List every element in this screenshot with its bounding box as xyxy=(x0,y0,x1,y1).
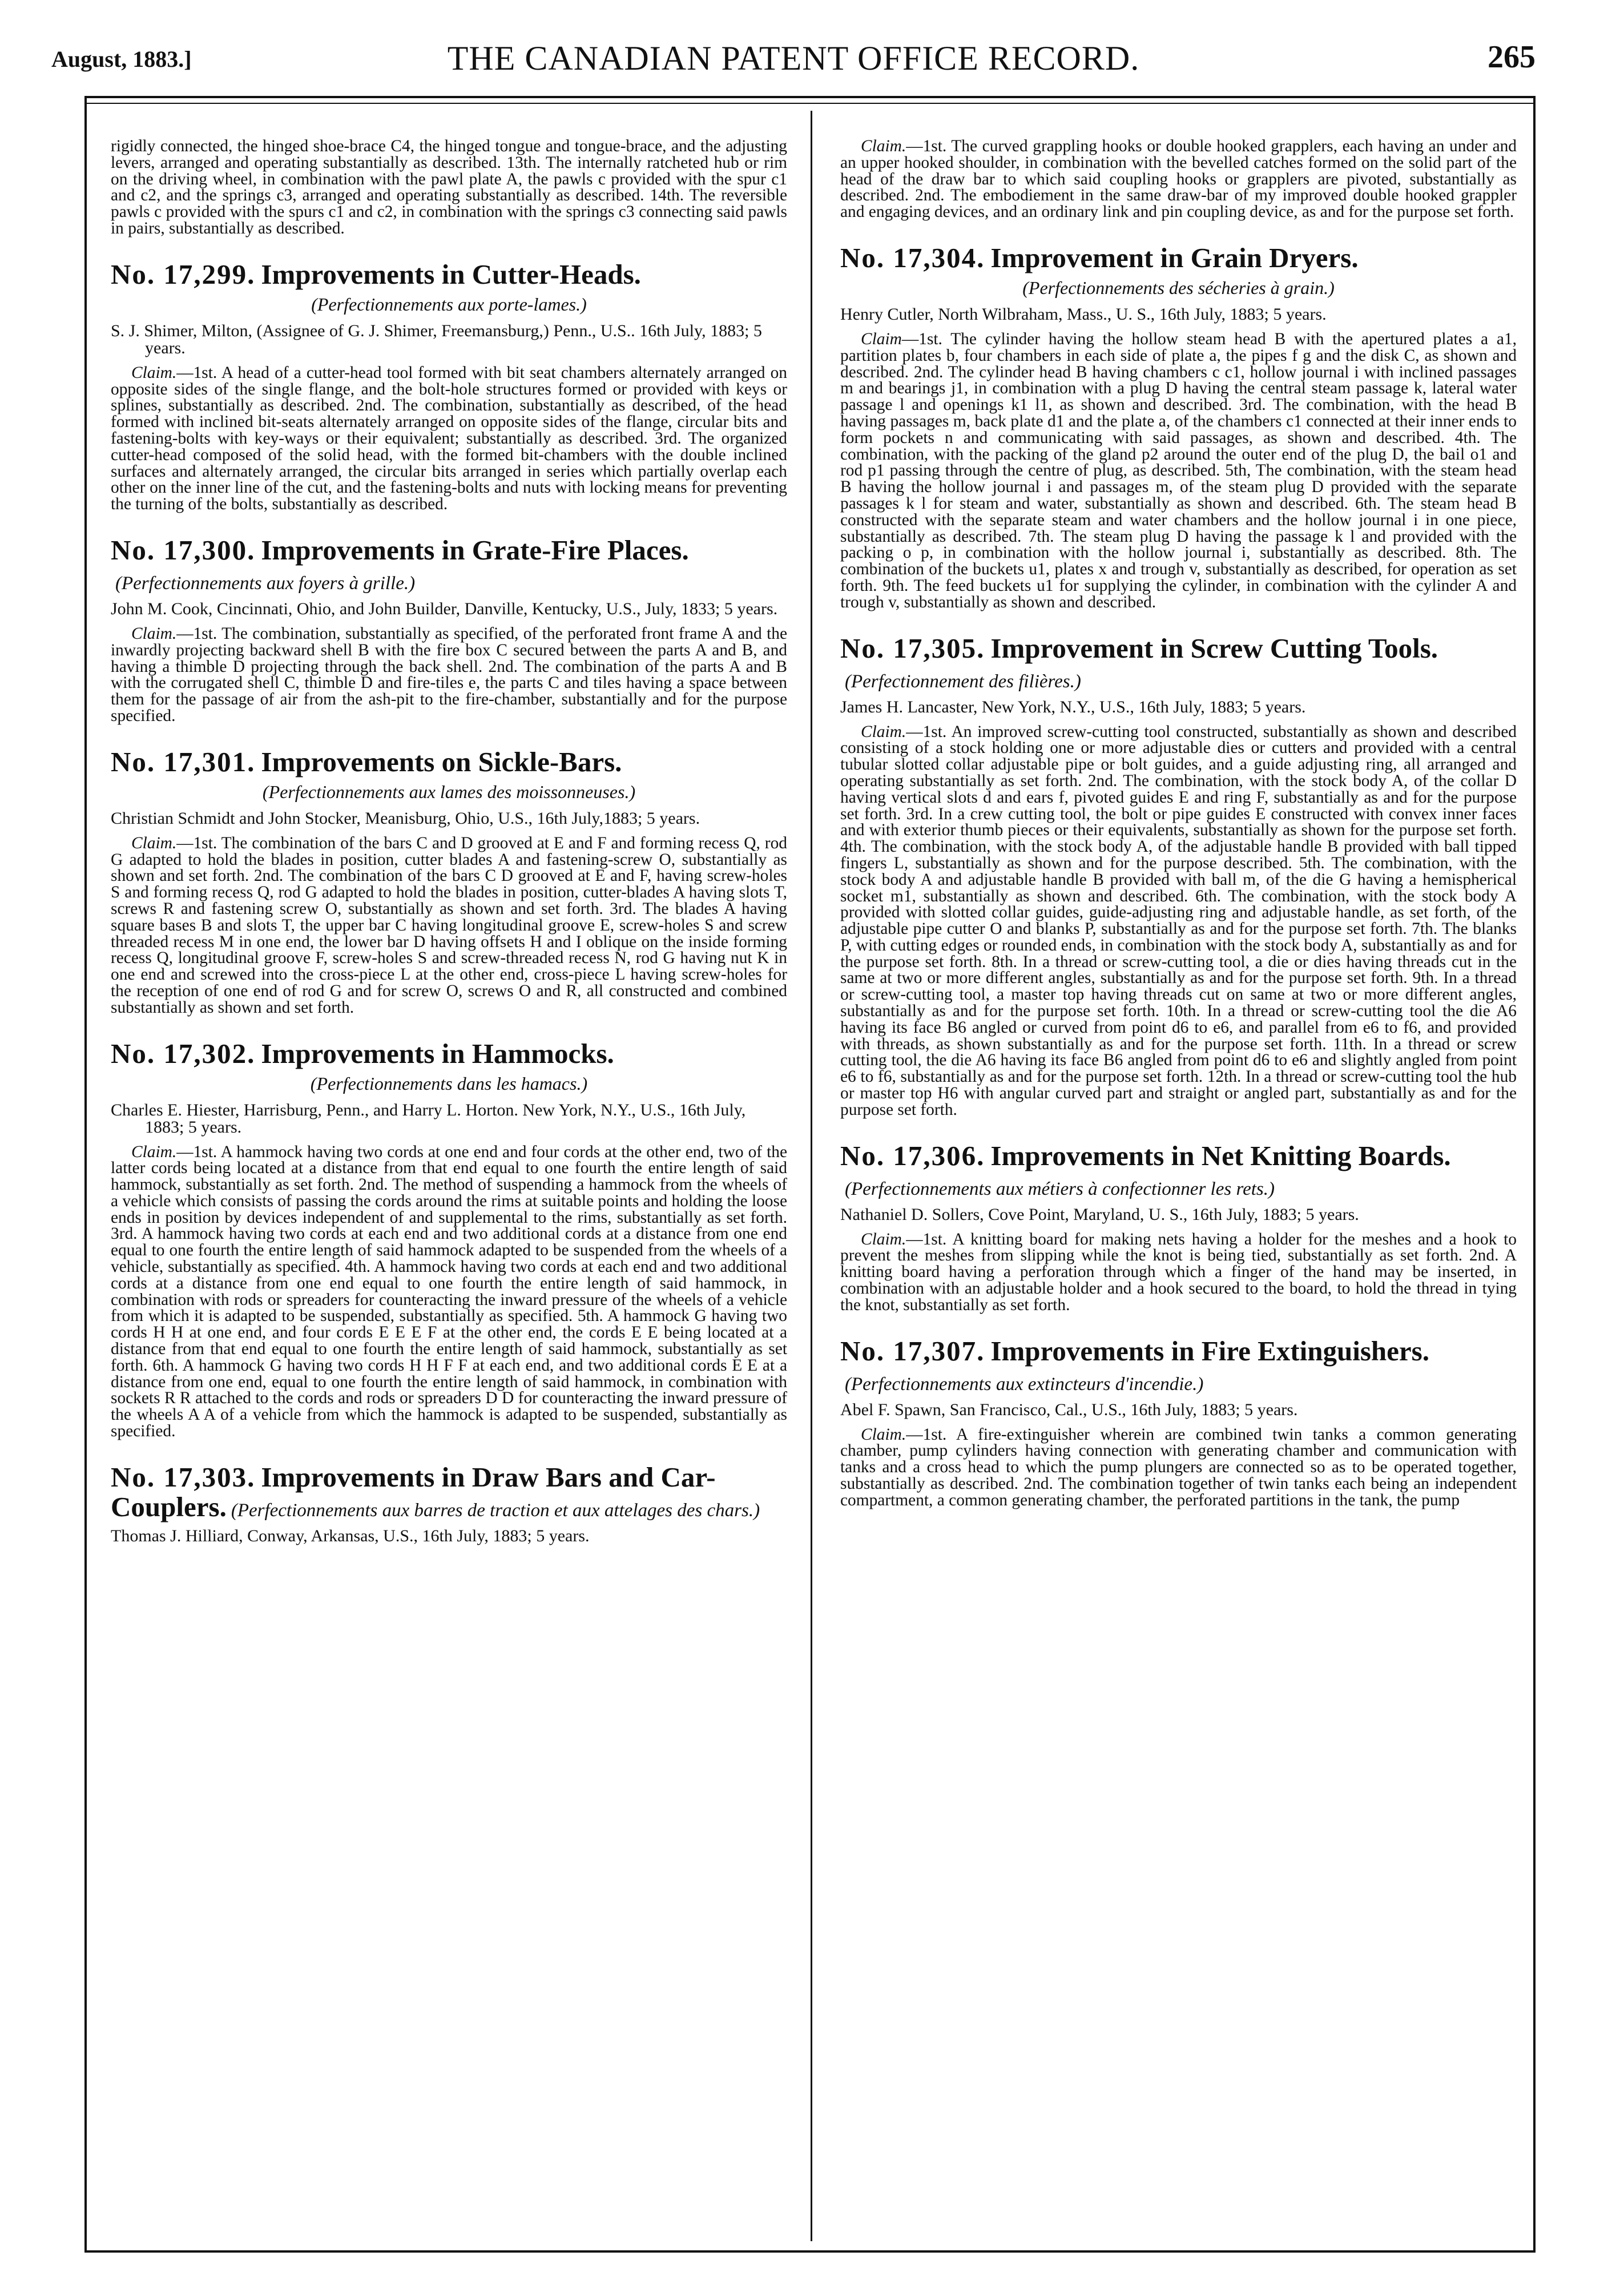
patentee: Charles E. Hiester, Harrisburg, Penn., and Harry L. Horton. New York, N.Y., U.S., 16th July, 1883; 5 years. xyxy=(111,1100,746,1137)
patent-title: Improvement in Grain Dryers. xyxy=(990,241,1359,273)
patent-number: No. 17,301. xyxy=(111,746,256,778)
patent-heading xyxy=(840,1141,1517,1204)
column-rule xyxy=(811,111,812,2241)
patent-title: Improvements in Hammocks. xyxy=(261,1037,614,1069)
claim-body: —1st. A hammock having two cords at one end and four cords at the other end, two of the latter cords being located at a distance from that end equal to one fourth the entire length of said hammock, substantially as set forth. 2nd. The method of suspending a hammock from the wheels of a vehicle which consists of passing the cords around the rims at suitable points and holding the loose ends in position by devices independent of and supplemental to the rims, substantially as set forth. 3rd. A hammock having two cords at each end and two additional cords at a distance from one end equal to one fourth the entire length of said hammock adapted to be suspended from the wheels of a vehicle, substantially as specified. 4th. A hammock having two cords at each end and two additional cords at a distance from one end equal to one fourth the entire length of said hammock, in combination with rods or spreaders for counteracting the inward pressure of the wheels of a vehicle from which it is adapted to be suspended, substantially as specified. 5th. A hammock G having two cords H H at one end, and four cords E E E F at the other end, the cords E E being located at a distance from that end equal to one fourth the entire length of said hammock, substantially as set forth. 6th. A hammock G having two cords H H F F at each end, and two additional cords E E at a distance from one end, equal to one fourth the entire length of said hammock, in combination with sockets R R attached to the cords and rods or spreaders D D for counteracting the inward pressure of the wheels A A of a vehicle from which the hammock is adapted to be suspended, substantially as specified. xyxy=(111,1142,787,1441)
patent-number: No. 17,306. xyxy=(840,1139,985,1171)
patent-entry-17304 xyxy=(840,243,1517,611)
claim-body: —1st. A knitting board for making nets having a holder for the meshes and a hook to prevent the meshes from slipping while the knot is being tied, substantially as set forth. 2nd. A knitting board having a perforation through which a finger of the hand may be inserted, in combination with an adjustable holder and a hook secured to the board, to hold the thread in tying the knot, substantially as set forth. xyxy=(840,1230,1517,1314)
patent-heading xyxy=(840,243,1517,273)
left-column xyxy=(111,138,787,2239)
continued-claim xyxy=(840,138,1517,220)
patent-title: Improvements in Cutter-Heads. xyxy=(261,258,641,290)
claim-body: —1st. The curved grappling hooks or double hooked grapplers, each having an under and an upper hooked shoulder, in combination with the bevelled catches formed on the solid part of the head of the draw bar to which said coupling hooks or grapplers are pivoted, substantially as described. 2nd. The embodiement in the same draw-bar of my improved double hooked grappler and engaging devices, and an ordinary link and pin coupling device, as and for the purpose set forth. xyxy=(840,138,1517,221)
claim-body: —1st. An improved screw-cutting tool constructed, substantially as shown and described consisting of a stock holding one or more adjustable dies or cutters and provided with a central tubular slotted collar adjustable pipe or bolt guides, and a guide adjusting ring, all arranged and operating substantially as set forth. 2nd. The combination, with the stock body A, of the collar D having vertical slots d and ears f, pivoted guides E and ring F, substantially as and for the purpose set forth. 3rd. In a crew cutting tool, the bolt or pipe guides E constructed with convex inner faces and with exterior thumb pieces or their equivalents, substantially as shown for the purpose set forth. 4th. The combination, with the stock body A, of the adjustable handle B provided with ball tipped fingers L, substantially as shown and for the purpose described. 5th. The combination, with the stock body A and adjustable handle B provided with ball m, of the die G having a hemispherical socket m1, substantially as shown and described. 6th. The combination, with the stock body A provided with slotted collar guides, guide-adjusting ring and adjustable handle, as set forth, of the adjustable pipe cutter O and blanks P, substantially as and for the purpose set forth. 7th. The blanks P, with cutting edges or rounded ends, in combination with the stock body A, substantially as and for the purpose set forth. 8th. In a thread or screw-cutting tool, a die or dies having threads cut in the same at two or more different angles, substantially as and for the purpose set forth. 9th. In a thread or screw-cutting tool, a master top having threads cut on same at two or more different angles, substantially as and for the purpose set forth. 10th. In a thread or screw-cutting tool the die A6 having its face B6 angled or curved from point d6 to e6, and parallel from e6 to f6, and provided with threads, as shown substantially as and for the purpose set forth. 11th. In a thread or screw cutting tool, the die A6 having its face B6 angled from point d6 to e6 and slightly angled from point e6 to f6, substantially as and for the purpose set forth. 12th. In a thread or screw-cutting tool the hub or master top H6 with angular curved part and straight or angled part, substantially as and for the purpose set forth. xyxy=(840,722,1517,1119)
claim-body: —1st. The combination of the bars C and D grooved at E and F and forming recess Q, rod G adapted to hold the blades in position, cutter blades A and fastening-screw O, substantially as shown and set forth. 2nd. The combination of the bars C D grooved at E and F, having screw-holes S and forming recess Q, rod G adapted to hold the blades in position, cutter-blades A having slots T, screws R and fastening screw O, substantially as shown and set forth. 3rd. The blades A having square bases B and slots T, the upper bar C having longitudinal groove E, screw-holes S and screw threaded recess M in one end, the lower bar D having offsets H and I oblique on the inside forming recess Q, longitudinal groove F, screw-holes S and screw-threaded recess N, rod G having nut K in one end and screwed into the cross-piece L at the other end, cross-piece L having screw-holes for the reception of one end of rod G and for screw O, screws O and R, all constructed and combined substantially as shown and set forth. xyxy=(111,833,787,1017)
patent-title: Improvement in Screw Cutting Tools. xyxy=(990,632,1438,664)
patent-entry-17300 xyxy=(111,535,787,724)
patent-title: Improvements on Sickle-Bars. xyxy=(261,746,622,778)
patentee: Thomas J. Hilliard, Conway, Arkansas, U.S., 16th July, 1883; 5 years. xyxy=(111,1526,590,1545)
claim-lead: Claim. xyxy=(861,1230,906,1248)
patent-heading xyxy=(111,260,787,289)
patent-title: Improvements in Net Knitting Boards. xyxy=(990,1139,1451,1171)
journal-title: THE CANADIAN PATENT OFFICE RECORD. xyxy=(447,39,1140,77)
claim-body: —1st. A fire-extinguisher wherein are combined twin tanks a common generating chamber, pump cylinders having connection with generating chamber and communication with tanks and a cross head to which the pump plungers are connected so as to be operated together, substantially as described. 2nd. The combination together of twin tanks each being an independent compartment, a common generating chamber, the perforated partitions in the tank, the pump xyxy=(840,1425,1517,1509)
patentee: James H. Lancaster, New York, N.Y., U.S., 16th July, 1883; 5 years. xyxy=(840,697,1306,716)
patentee: John M. Cook, Cincinnati, Ohio, and John Builder, Danville, Kentucky, U.S., July, 1833; 5 years. xyxy=(111,599,778,618)
patent-entry-17307 xyxy=(840,1336,1517,1509)
claim-lead: Claim xyxy=(861,329,902,348)
right-column xyxy=(840,138,1517,2239)
french-title: (Perfectionnements aux extincteurs d'incendie.) xyxy=(845,1373,1204,1395)
claim-text xyxy=(840,1427,1517,1509)
claim-lead: Claim. xyxy=(861,1425,906,1444)
patent-entry-17306 xyxy=(840,1141,1517,1314)
patent-number: No. 17,304. xyxy=(840,241,985,273)
patent-number: No. 17,303. xyxy=(111,1461,256,1493)
french-title: (Perfectionnements dans les hamacs.) xyxy=(310,1073,588,1094)
patent-title: Improvements in Fire Extinguishers. xyxy=(990,1335,1429,1367)
patent-entry-17303 xyxy=(111,1463,787,1545)
patent-heading xyxy=(840,1336,1517,1399)
claim-text xyxy=(840,724,1517,1118)
claim-body: —1st. The combination, substantially as specified, of the perforated front frame A and the inwardly projecting backward shell B with the fire box C secured between the parts A and B, and having a thimble D projecting through the back shell. 2nd. The combination of the parts A and B with the corrugated shell C, thimble D and fire-tiles e, the parts C and tiles having a space between them for the passage of air from the ash-pit to the fire-chamber, substantially and for the purpose specified. xyxy=(111,624,787,725)
patent-title: Improvements in Draw Bars and Car-Couplers. xyxy=(111,1461,716,1522)
issue-date: August, 1883.] xyxy=(51,46,192,72)
patent-heading xyxy=(111,535,787,598)
french-title: (Perfectionnements aux foyers à grille.) xyxy=(115,573,416,594)
claim-body: —1st. The cylinder having the hollow steam head B with the apertured plates a a1, partition plates b, four chambers in each side of plate a, the pipes f g and the disk C, as shown and described. 2nd. The cylinder head B having chambers c c1, hollow journal i with inclined passages m and bearings j1, in combination with a plug D having the central steam passage k, lateral water passage l and openings k1 l1, as shown and described. 3rd. The combination, with the head B having passages m, back plate d1 and the plate a, of the chambers c1 connected at their inner ends to form pockets n and communicating with said passages, as shown and described. 4th. The combination, with the packing of the gland p2 around the outer end of the plug D, the bail o1 and rod p1 passing through the centre of plug, as described. 5th, The combination, with the steam head B having the hollow journal i and passages m, of the steam plug D provided with the separate passages k l for steam and water, substantially as shown and described. 6th. The steam head B constructed with the separate steam and water chambers and the hollow journal i in one piece, substantially as described. 7th. The steam plug D having the passage k l and provided with the packing o p, in combination with the hollow journal i, substantially as described. 8th. The combination of the buckets u1, plates x and trough v, substantially as described, for operation as set forth. 9th. The feed buckets u1 for supplying the cylinder, in combination with the cylinder A and trough v, substantially as shown and described. xyxy=(840,329,1517,611)
claim-lead: Claim. xyxy=(131,363,177,382)
continued-claim: rigidly connected, the hinged shoe-brace C4, the hinged tongue and tongue-brace, and the adjusting levers, arranged and operating substantially as described. 13th. The internally ratcheted hub or rim on the driving wheel, in combination with the pawl plate A, the pawls c provided with the spur c1 and c2, and the springs c3, arranged and operating substantially as described. 14th. The reversible pawls c provided with the spurs c1 and c2, in combination with the springs c3 connecting said pawls in pairs, substantially as described. xyxy=(111,138,787,237)
claim-lead: Claim. xyxy=(131,1142,177,1161)
frame-double-rule xyxy=(87,103,1533,104)
patent-number: No. 17,300. xyxy=(111,534,256,566)
claim-text xyxy=(111,1144,787,1440)
patentee: Henry Cutler, North Wilbraham, Mass., U. S., 16th July, 1883; 5 years. xyxy=(840,304,1327,324)
patent-heading xyxy=(111,1463,787,1525)
claim-lead: Claim. xyxy=(861,138,906,155)
french-title: (Perfectionnements aux porte-lames.) xyxy=(311,293,587,315)
french-title: (Perfectionnement des filières.) xyxy=(845,671,1081,692)
claim-lead: Claim. xyxy=(131,624,177,643)
french-title: (Perfectionnements aux lames des moissonneuses.) xyxy=(262,781,636,802)
french-title: (Perfectionnements aux barres de traction et aux attelages des chars.) xyxy=(231,1500,760,1521)
patentee: Nathaniel D. Sollers, Cove Point, Maryland, U. S., 16th July, 1883; 5 years. xyxy=(840,1205,1359,1224)
patent-number: No. 17,302. xyxy=(111,1037,256,1069)
french-title: (Perfectionnements des sécheries à grain.) xyxy=(1022,277,1335,298)
patentee: S. J. Shimer, Milton, (Assignee of G. J. Shimer, Freemansburg,) Penn., U.S.. 16th July, 1883; 5 years. xyxy=(111,321,762,357)
claim-body: —1st. A head of a cutter-head tool formed with bit seat chambers alternately arranged on opposite sides of the single flange, and the bolt-hole structures formed or provided with keys or splines, substantially as described. 2nd. The combination, substantially as described, of the head formed with inclined bit-seats alternately arranged on opposite sides of the flange, circular bits and fastening-bolts with key-ways or their equivalent; substantially as described. 3rd. The organized cutter-head composed of the solid head, with the formed bit-chambers with the double inclined surfaces and alternately arranged, the circular bits arranged in series which partially overlap each other on the inner line of the cut, and the fastening-bolts and nuts with locking means for preventing the turning of the bolts, substantially as described. xyxy=(111,363,787,514)
claim-text xyxy=(840,1231,1517,1314)
claim-lead: Claim. xyxy=(131,833,177,852)
patent-heading xyxy=(840,634,1517,696)
claim-text xyxy=(111,365,787,513)
patent-number: No. 17,307. xyxy=(840,1335,985,1367)
patent-heading xyxy=(111,1039,787,1069)
french-title: (Perfectionnements aux métiers à confectionner les rets.) xyxy=(845,1178,1275,1199)
page-number: 265 xyxy=(1488,39,1536,75)
patent-title: Improvements in Grate-Fire Places. xyxy=(261,534,689,566)
patent-entry-17305 xyxy=(840,634,1517,1118)
patent-number: No. 17,299. xyxy=(111,258,256,290)
patentee: Abel F. Spawn, San Francisco, Cal., U.S., 16th July, 1883; 5 years. xyxy=(840,1400,1298,1419)
patentee: Christian Schmidt and John Stocker, Meanisburg, Ohio, U.S., 16th July,1883; 5 years. xyxy=(111,808,700,828)
patent-number: No. 17,305. xyxy=(840,632,985,664)
patent-entry-17299 xyxy=(111,260,787,513)
patent-entry-17301 xyxy=(111,747,787,1016)
claim-lead: Claim. xyxy=(861,722,906,741)
running-head xyxy=(51,23,1536,80)
claim-text xyxy=(111,835,787,1016)
patent-heading xyxy=(111,747,787,777)
claim-text xyxy=(840,331,1517,611)
claim-text xyxy=(111,626,787,724)
page-frame xyxy=(84,96,1536,2253)
patent-entry-17302 xyxy=(111,1039,787,1440)
